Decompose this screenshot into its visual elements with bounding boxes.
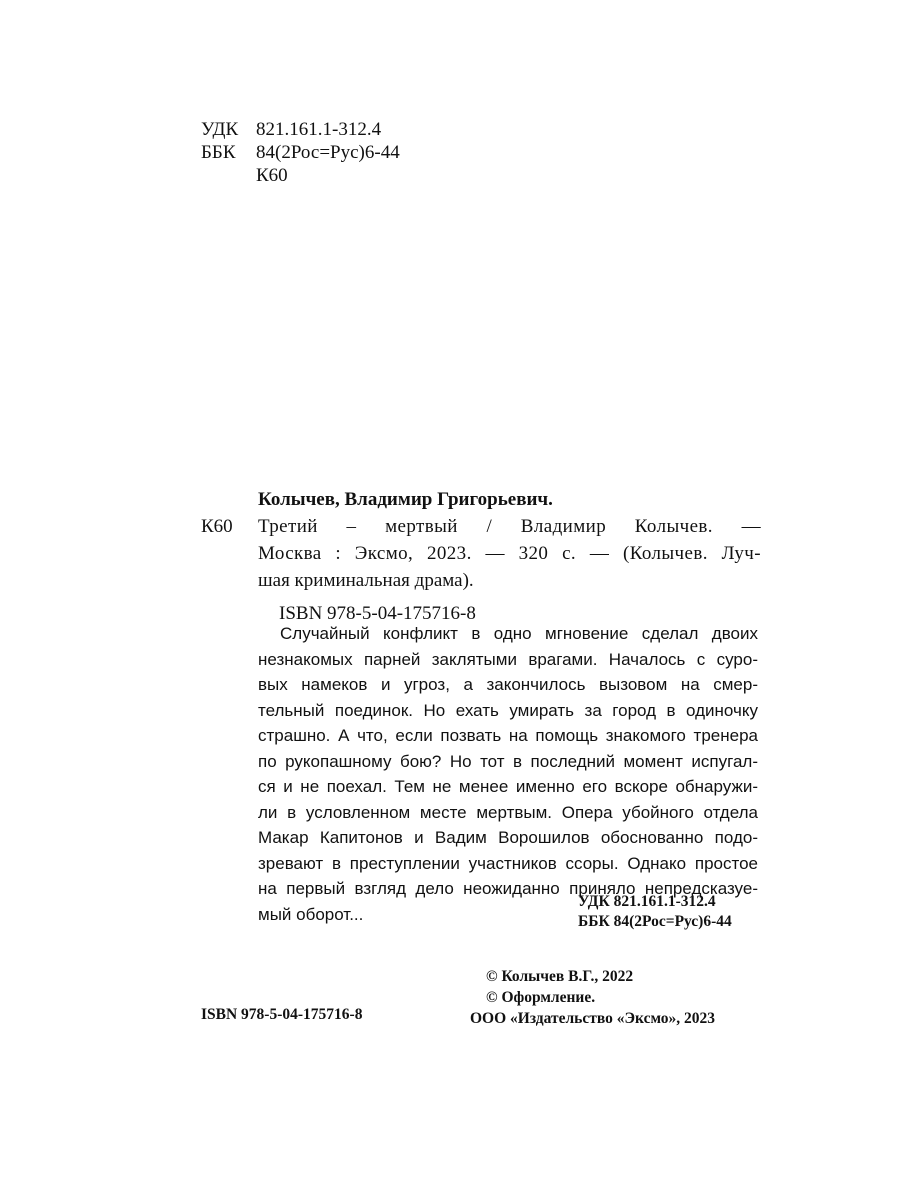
bbk-value: 84(2Рос=Рус)6-44 [256, 142, 400, 163]
bib-line: Третий – мертвый / Владимир Колычев. — [258, 516, 761, 537]
author-mark: К60 [256, 165, 288, 186]
annotation-line: тельный поединок. Но ехать умирать за город в одиночку [258, 700, 758, 720]
copyright-author: © Колычев В.Г., 2022 [486, 968, 634, 985]
annotation-line: мый оборот... [258, 904, 364, 924]
udk-value: 821.161.1-312.4 [256, 119, 382, 140]
bibliographic-entry [201, 486, 761, 627]
copyright-block [470, 966, 715, 1029]
annotation-line: страшно. А что, если позвать на помощь знакомого тренера [258, 726, 758, 745]
annotation-line: по рукопашному бою? Но тот в последний момент испугал- [258, 751, 758, 771]
annotation-line: Макар Капитонов и Вадим Ворошилов обоснованно подо- [258, 828, 758, 847]
annotation [258, 621, 758, 927]
annotation-line: Случайный конфликт в одно мгновение сделал двоих [280, 624, 758, 643]
annotation-line: на первый взгляд дело неожиданно приняло непредсказуе- [258, 879, 758, 898]
isbn-bottom: ISBN 978-5-04-175716-8 [201, 1006, 363, 1023]
copyright-publisher: ООО «Издательство «Эксмо», 2023 [470, 1010, 716, 1027]
annotation-line: ли в условленном месте мертвым. Опера убойного отдела [258, 802, 758, 822]
bibliographic-description [201, 513, 761, 594]
isbn: ISBN 978-5-04-175716-8 [279, 603, 476, 624]
bottom-udk: УДК 821.161.1-312.4 [578, 893, 716, 910]
udk-label: УДК [201, 119, 239, 140]
udk-row [201, 118, 400, 141]
annotation-line: вых намеков и угроз, а закончилось вызовом на смер- [258, 675, 758, 694]
classification-codes [201, 118, 400, 187]
author-sign: К60 [201, 516, 233, 537]
annotation-line: незнакомых парней заклятыми врагами. Началось с суро- [258, 649, 758, 669]
annotation-line: зревают в преступлении участников ссоры. Однако простое [258, 853, 758, 873]
bbk-row [201, 141, 400, 164]
bbk-label: ББК [201, 142, 236, 163]
bottom-bbk: ББК 84(2Рос=Рус)6-44 [578, 913, 732, 930]
bib-line: Москва : Эксмо, 2023. — 320 с. — (Колычев. Луч- [258, 543, 761, 564]
bottom-classification-codes [578, 892, 732, 932]
annotation-line: ся и не поехал. Тем не менее именно его вскоре обнаружи- [258, 777, 758, 796]
copyright-design: © Оформление. [486, 989, 596, 1006]
author-heading: Колычев, Владимир Григорьевич. [258, 489, 553, 510]
bib-line: шая криминальная драма). [258, 570, 474, 591]
